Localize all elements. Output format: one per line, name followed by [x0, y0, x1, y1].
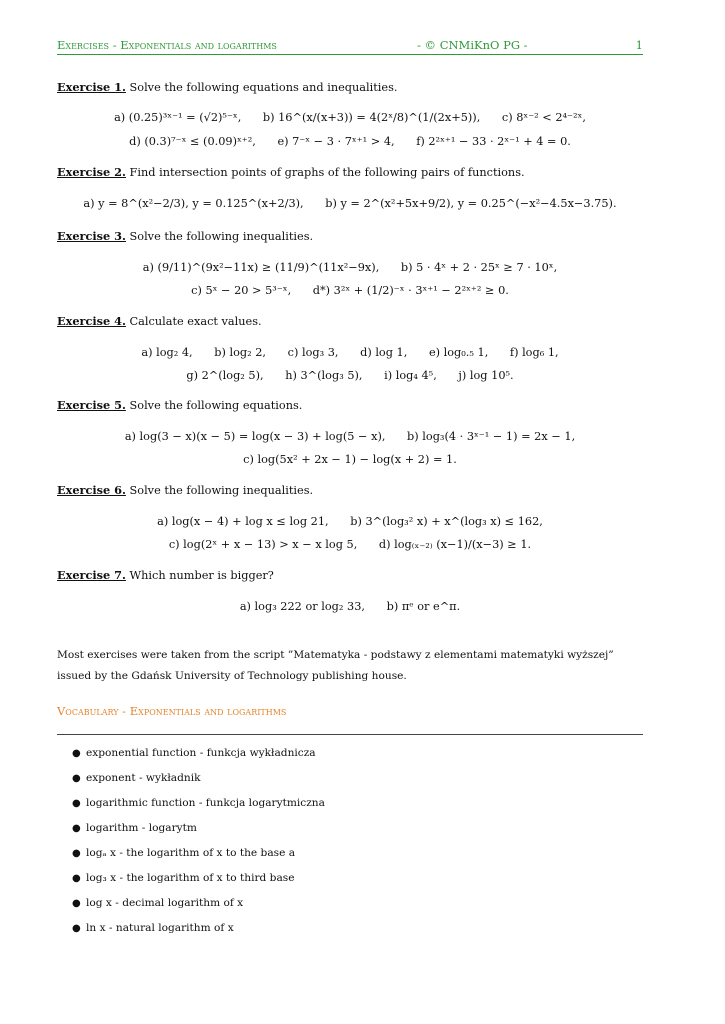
page-header: [57, 38, 643, 55]
math-line: [57, 515, 643, 528]
exercise-item: a) y = 8^(x²−2/3), y = 0.125^(x+2/3),: [83, 197, 304, 210]
divider: [57, 734, 643, 735]
list-item: [72, 844, 325, 869]
exercise-item: a) log₂ 4,: [141, 346, 193, 359]
exercise-item: c) 8ˣ⁻² < 2⁴⁻²ˣ,: [501, 111, 586, 124]
exercise-item: b) log₃(4 · 3ˣ⁻¹ − 1) = 2x − 1,: [407, 430, 576, 443]
vocabulary-entry: ln x - natural logarithm of x: [86, 922, 234, 934]
list-item: [72, 744, 325, 769]
exercise-item: c) log(5x² + 2x − 1) − log(x + 2) = 1.: [243, 453, 457, 466]
vocabulary-entry: exponential function - funkcja wykładnicza: [86, 747, 316, 759]
exercise-item: a) (9/11)^(9x²−11x) ≥ (11/9)^(11x²−9x),: [142, 261, 380, 274]
exercise-heading: [57, 314, 643, 328]
math-line: [57, 430, 643, 443]
exercise-heading: [57, 165, 643, 179]
exercise-label: Exercise 2.: [57, 165, 126, 179]
list-item: [72, 769, 325, 794]
vocabulary-entry: log₃ x - the logarithm of x to third base: [86, 872, 295, 884]
math-line: [57, 600, 643, 613]
exercise-instruction: Solve the following inequalities.: [129, 230, 314, 243]
exercise-item: a) log(x − 4) + log x ≤ log 21,: [157, 515, 329, 528]
math-line: [57, 346, 643, 359]
exercise-item: b) 3^(log₃² x) + x^(log₃ x) ≤ 162,: [350, 515, 543, 528]
header-title: Exercises - Exponentials and logarithms: [57, 38, 277, 52]
exercise-heading: [57, 483, 643, 497]
exercise-heading: [57, 568, 643, 582]
math-line: [57, 284, 643, 297]
bullet-icon: ●: [72, 923, 81, 934]
exercise-7: [57, 568, 643, 613]
exercise-item: i) log₄ 4⁵,: [384, 369, 437, 382]
bullet-icon: ●: [72, 873, 81, 884]
exercise-item: b) πᵉ or e^π.: [386, 600, 461, 613]
bullet-icon: ●: [72, 748, 81, 759]
exercise-item: b) 16^(x/(x+3)) = 4(2ˣ/8)^(1/(2x+5)),: [262, 111, 481, 124]
bullet-icon: ●: [72, 823, 81, 834]
list-item: [72, 794, 325, 819]
math-line: [57, 111, 643, 124]
exercise-item: d) (0.3)⁷⁻ˣ ≤ (0.09)ˣ⁺²,: [129, 135, 256, 148]
exercise-item: c) log₃ 3,: [287, 346, 339, 359]
page-number: 1: [635, 38, 643, 52]
exercise-item: c) log(2ˣ + x − 13) > x − x log 5,: [168, 538, 358, 551]
exercise-item: a) log(3 − x)(x − 5) = log(x − 3) + log(5 − x),: [124, 430, 386, 443]
bullet-icon: ●: [72, 848, 81, 859]
bullet-icon: ●: [72, 898, 81, 909]
exercise-item: f) log₆ 1,: [509, 346, 559, 359]
exercise-label: Exercise 1.: [57, 80, 126, 94]
exercise-item: a) (0.25)³ˣ⁻¹ = (√2)⁵⁻ˣ,: [114, 111, 242, 124]
exercise-3: [57, 229, 643, 297]
exercise-label: Exercise 4.: [57, 314, 126, 328]
vocabulary-list: [72, 744, 325, 944]
math-line: [57, 135, 643, 148]
exercise-1: [57, 80, 643, 148]
vocabulary-entry: log x - decimal logarithm of x: [86, 897, 244, 909]
list-item: [72, 919, 325, 944]
exercise-item: d) log₍ₓ₋₂₎ (x−1)/(x−3) ≥ 1.: [378, 538, 532, 551]
exercise-instruction: Calculate exact values.: [129, 315, 262, 328]
exercise-item: a) log₃ 222 or log₂ 33,: [239, 600, 365, 613]
list-item: [72, 894, 325, 919]
exercise-item: f) 2²ˣ⁺¹ − 33 · 2ˣ⁻¹ + 4 = 0.: [416, 135, 571, 148]
exercise-5: [57, 398, 643, 466]
exercise-2: [57, 165, 643, 210]
exercise-label: Exercise 6.: [57, 483, 126, 497]
vocabulary-entry: exponent - wykładnik: [86, 772, 201, 784]
exercise-instruction: Solve the following equations and inequalities.: [129, 81, 398, 94]
vocabulary-entry: logarithmic function - funkcja logarytmiczna: [86, 797, 325, 809]
exercise-item: e) 7⁻ˣ − 3 · 7ˣ⁺¹ > 4,: [277, 135, 395, 148]
vocabulary-entry: logarithm - logarytm: [86, 822, 197, 834]
exercise-item: d) log 1,: [360, 346, 408, 359]
exercise-item: g) 2^(log₂ 5),: [186, 369, 264, 382]
exercise-4: [57, 314, 643, 382]
math-line: [57, 538, 643, 551]
exercise-heading: [57, 80, 643, 94]
bullet-icon: ●: [72, 798, 81, 809]
bullet-icon: ●: [72, 773, 81, 784]
exercise-label: Exercise 7.: [57, 568, 126, 582]
math-line: [57, 261, 643, 274]
exercise-item: j) log 10⁵.: [458, 369, 514, 382]
exercise-item: b) 5 · 4ˣ + 2 · 25ˣ ≥ 7 · 10ˣ,: [400, 261, 558, 274]
exercise-instruction: Which number is bigger?: [129, 569, 274, 582]
exercise-item: h) 3^(log₃ 5),: [285, 369, 363, 382]
math-line: [57, 453, 643, 466]
math-line: [57, 369, 643, 382]
vocabulary-entry: logₐ x - the logarithm of x to the base a: [86, 847, 296, 859]
list-item: [72, 819, 325, 844]
exercise-item: d*) 3²ˣ + (1/2)⁻ˣ · 3ˣ⁺¹ − 2²ˣ⁺² ≥ 0.: [312, 284, 509, 297]
exercise-6: [57, 483, 643, 551]
exercise-item: b) y = 2^(x²+5x+9/2), y = 0.25^(−x²−4.5x−3.75).: [325, 197, 617, 210]
source-note: Most exercises were taken from the script ”Matematyka - podstawy z elementami matematyki wyższej” issued by the Gdańsk University of Technology publishing house.: [57, 649, 614, 682]
exercise-item: c) 5ˣ − 20 > 5³⁻ˣ,: [191, 284, 292, 297]
exercise-label: Exercise 5.: [57, 398, 126, 412]
exercise-label: Exercise 3.: [57, 229, 126, 243]
vocabulary-title: Vocabulary - Exponentials and logarithms: [57, 704, 287, 718]
exercise-item: b) log₂ 2,: [214, 346, 267, 359]
header-credit: - © CNMiKnO PG -: [417, 38, 528, 52]
exercise-item: e) log₀.₅ 1,: [428, 346, 489, 359]
exercise-heading: [57, 229, 643, 243]
exercise-instruction: Solve the following equations.: [129, 399, 303, 412]
exercise-instruction: Find intersection points of graphs of the following pairs of functions.: [129, 166, 525, 179]
exercise-heading: [57, 398, 643, 412]
exercise-instruction: Solve the following inequalities.: [129, 484, 314, 497]
list-item: [72, 869, 325, 894]
math-line: [57, 197, 643, 210]
